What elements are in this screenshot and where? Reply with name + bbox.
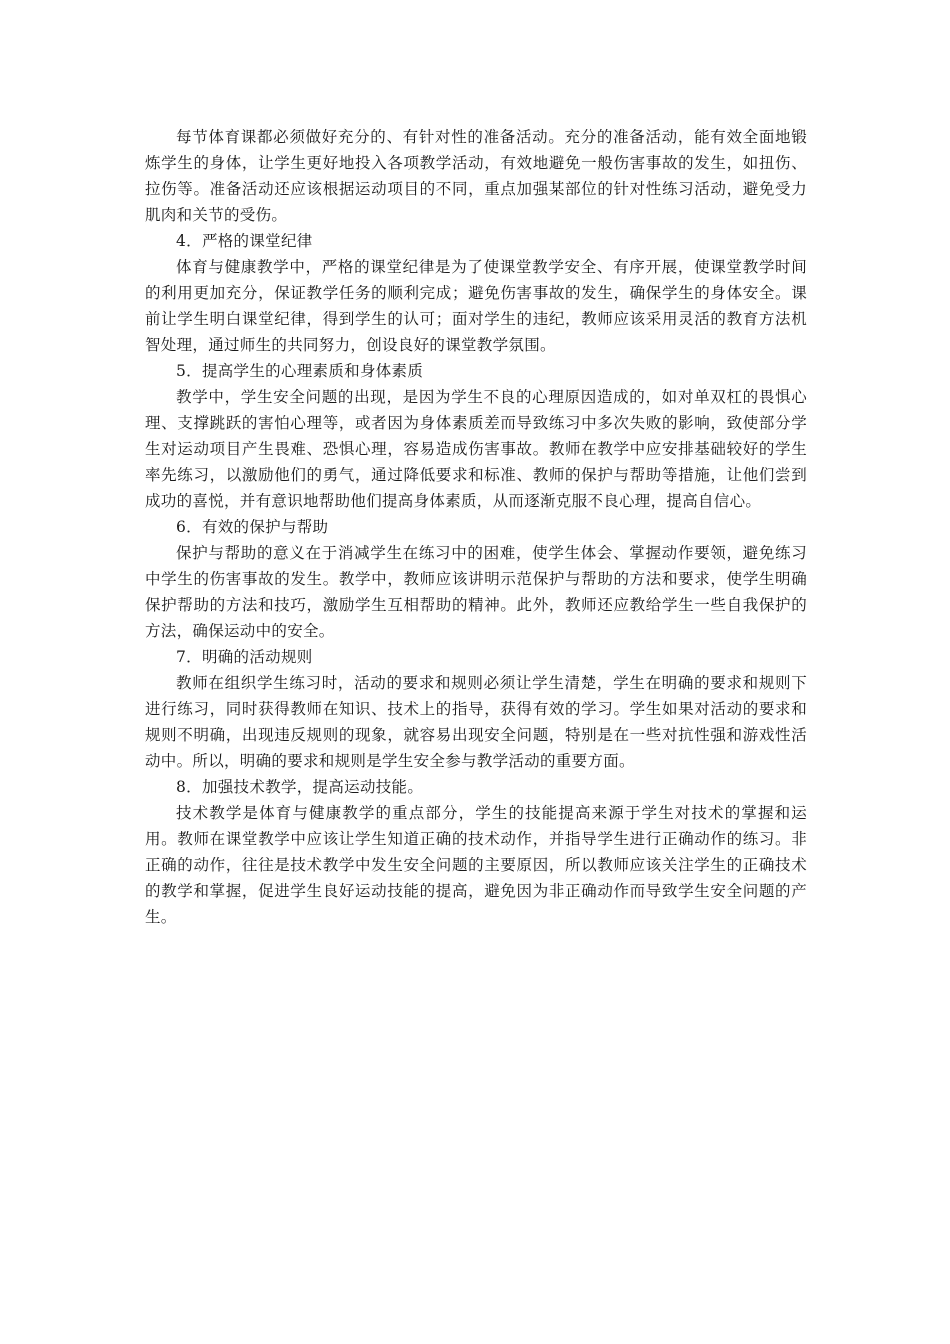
- paragraph-technique-teaching: 技术教学是体育与健康教学的重点部分，学生的技能提高来源于学生对技术的掌握和运用。教师在课堂教学中应该让学生知道正确的技术动作，并指导学生进行正确动作的练习。非正确的动作，往往是技术教学中发生安全问题的主要原因，所以教师应该关注学生的正确技术的教学和掌握，促进学生良好运动技能的提高，避免因为非正确动作而导致学生安全问题的产生。: [145, 804, 807, 926]
- paragraph-activity-rules: 教师在组织学生练习时，活动的要求和规则必须让学生清楚，学生在明确的要求和规则下进行练习，同时获得教师在知识、技术上的指导，获得有效的学习。学生如果对活动的要求和规则不明确，出现违反规则的现象，就容易出现安全问题，特别是在一些对抗性强和游戏性活动中。所以，明确的要求和规则是学生安全参与教学活动的重要方面。: [145, 674, 807, 770]
- document-body: [145, 124, 807, 930]
- heading-technique-teaching: 8．加强技术教学，提高运动技能。: [176, 778, 424, 796]
- paragraph-classroom-discipline: 体育与健康教学中，严格的课堂纪律是为了使课堂教学安全、有序开展，使课堂教学时间的利用更加充分，保证教学任务的顺利完成；避免伤害事故的发生，确保学生的身体安全。课前让学生明白课堂纪律，得到学生的认可；面对学生的违纪，教师应该采用灵活的教育方法机智处理，通过师生的共同努力，创设良好的课堂教学氛围。: [145, 258, 807, 354]
- paragraph-protection-help: 保护与帮助的意义在于消减学生在练习中的困难，使学生体会、掌握动作要领，避免练习中学生的伤害事故的发生。教学中，教师应该讲明示范保护与帮助的方法和要求，使学生明确保护帮助的方法和技巧，激励学生互相帮助的精神。此外，教师还应教给学生一些自我保护的方法，确保运动中的安全。: [145, 544, 807, 640]
- heading-psychological-physical-quality: 5．提高学生的心理素质和身体素质: [176, 362, 424, 380]
- heading-protection-help: 6．有效的保护与帮助: [176, 518, 329, 536]
- paragraph-psychological-physical-quality: 教学中，学生安全问题的出现，是因为学生不良的心理原因造成的，如对单双杠的畏惧心理、支撑跳跃的害怕心理等，或者因为身体素质差而导致练习中多次失败的影响，致使部分学生对运动项目产生畏难、恐惧心理，容易造成伤害事故。教师在教学中应安排基础较好的学生率先练习，以激励他们的勇气，通过降低要求和标准、教师的保护与帮助等措施，让他们尝到成功的喜悦，并有意识地帮助他们提高身体素质，从而逐渐克服不良心理，提高自信心。: [145, 388, 807, 510]
- heading-classroom-discipline: 4．严格的课堂纪律: [176, 232, 313, 250]
- paragraph-warmup: 每节体育课都必须做好充分的、有针对性的准备活动。充分的准备活动，能有效全面地锻炼学生的身体，让学生更好地投入各项教学活动，有效地避免一般伤害事故的发生，如扭伤、拉伤等。准备活动还应该根据运动项目的不同，重点加强某部位的针对性练习活动，避免受力肌肉和关节的受伤。: [145, 128, 807, 224]
- heading-activity-rules: 7．明确的活动规则: [176, 648, 313, 666]
